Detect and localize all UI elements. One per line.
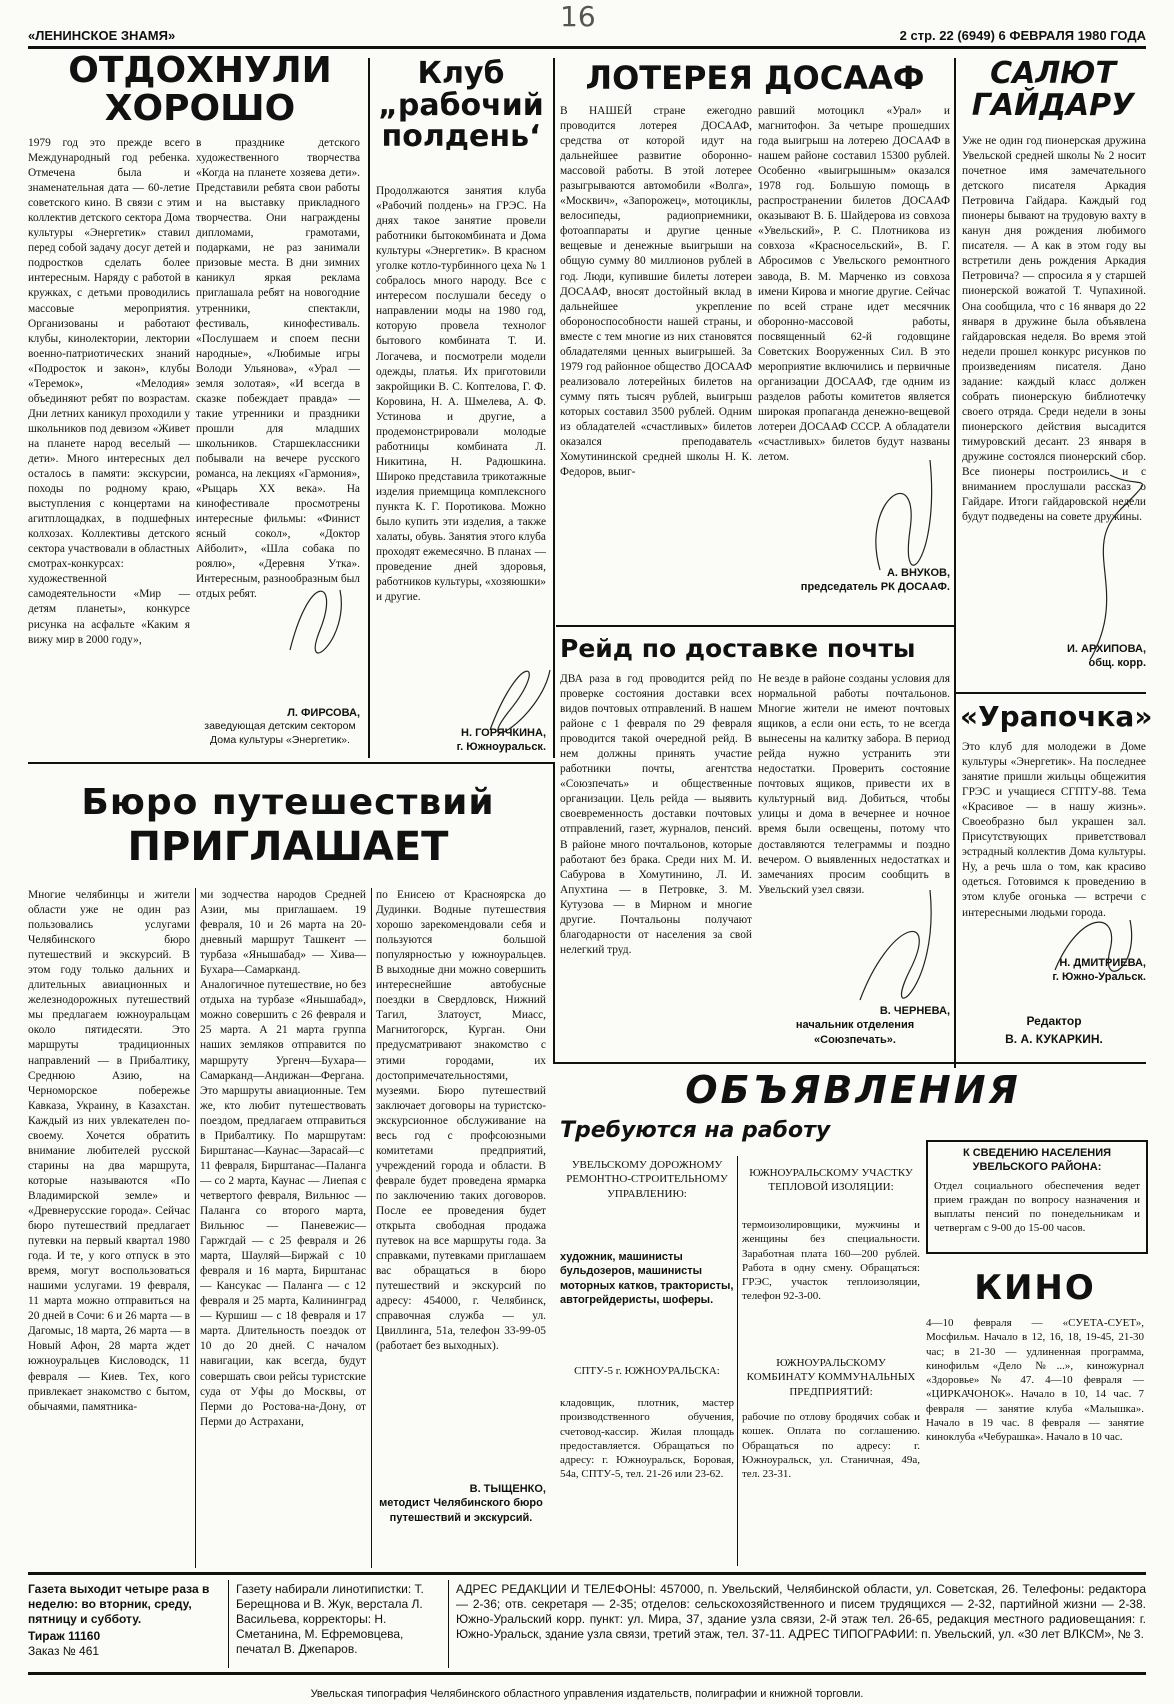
- footer-rule: [28, 1572, 1146, 1575]
- article-title: САЛЮТ ГАЙДАРУ: [971, 56, 1135, 123]
- article-signature: В. ТЫЩЕНКО, методист Челябинского бюро путешествий и экскурсий.: [379, 1483, 546, 1524]
- column-rule: [737, 1156, 738, 1566]
- section-rule: [553, 1062, 1146, 1064]
- pen-scribble: [480, 650, 560, 740]
- section-rule: [956, 692, 1146, 694]
- footer-rule: [28, 1672, 1146, 1675]
- ad-heading: ЮЖНОУРАЛЬСКОМУ КОМБИНАТУ КОММУНАЛЬНЫХ ПРЕДПРИЯТИЙ:: [746, 1357, 916, 1398]
- ads-title: ОБЪЯВЛЕНИЯ: [685, 1068, 1021, 1112]
- article-title: Бюро путешествий ПРИГЛАШАЕТ: [81, 782, 495, 870]
- section-rule: [28, 762, 554, 764]
- typesetters-credit: Газету набирали линотипистки: Т. Берещнова и В. Жук, верстала Л. Васильева, корректоры: Н. Сметанина, М. Ефремовцева, печатал В. Джепаров.: [236, 1582, 424, 1656]
- article-signature: Н. ДМИТРИЕВА, г. Южно-Уральск.: [1052, 957, 1146, 984]
- column-rule: [553, 762, 555, 1062]
- ad-heading: СПТУ-5 г. ЮЖНОУРАЛЬСКА:: [574, 1365, 720, 1377]
- pen-scribble: [860, 440, 950, 580]
- article-title: Клуб „рабочий полдень‘: [378, 56, 544, 154]
- column-rule: [371, 888, 372, 1568]
- publication-schedule: Газета выходит четыре раза в неделю: во вторник, среду, пятницу и субботу. Тираж 11160 Заказ № 461: [28, 1582, 210, 1658]
- notice-heading: К СВЕДЕНИЮ НАСЕЛЕНИЯ УВЕЛЬСКОГО РАЙОНА:: [962, 1147, 1112, 1174]
- ad-body: рабочие по отлову бродячих собак и кошек. Оплата по соглашению. Обращаться по адресу: г. Южноуральск, ул. Станичная, 49а, тел. 23-31.: [742, 1411, 920, 1481]
- ads-subtitle: Требуются на работу: [560, 1118, 831, 1143]
- printing-house-line: Увельская типография Челябинского областного управления издательств, полиграфии и книжной торговли.: [310, 1688, 864, 1700]
- notice-body: Отдел социального обеспечения ведет прием граждан по вопросу назначения и выплаты пенсий по понедельникам и четвергам с 9-00 до 15-00 часов.: [934, 1179, 1140, 1235]
- article-text: ми зодчества народов Средней Азии, мы приглашаем. 19 февраля, 10 и 26 марта на 20-дневный маршрут Ташкент — турбаза «Янышабад» — Хива—Бухара—Самарканд. Аналогичное путешествие, но без отдыха на турбазе «Янышабад», можно совершить с 26 февраля и 25 марта. А 21 марта группа наших земляков отправится по маршруту Ургенч—Бухара—Самарканд—Андижан—Фергана. Это маршруты авиационные. Тем же, кто любит путешествовать поездом, предлагаем отправиться в Прибалтику. По маршрутам: Бирштанас—Каунас—Зарасай—с 11 февраля, Бирштанас—Паланга — со 2 марта, Каунас — Лиепая с четвертого февраля, Вильнюс — Паланга со второго марта, Вильнюс — Паневежис—Гаржгдай — с 25 февраля и 26 марта, Шауляй—Биржай с 10 февраля и 16 марта, Бирштанас — Кансукас — Паланга — с 12 февраля и 25 марта, Калининград — Куршиш — с 18 февраля и 17 марта. Длительность поездок от 10 до 20 дней. С началом навигации, как всегда, будут совершать свои рейсы туристские суда от Уфы до Москвы, от Перми до Ростова-на-Дону, от Перми до Астрахани,: [200, 889, 366, 1428]
- editor-block: Редактор В. А. КУКАРКИН.: [1005, 1014, 1103, 1046]
- ad-heading: УВЕЛЬСКОМУ ДОРОЖНОМУ РЕМОНТНО-СТРОИТЕЛЬНОМУ УПРАВЛЕНИЮ:: [566, 1159, 728, 1200]
- handwritten-page-number: 16: [560, 0, 596, 33]
- masthead: [28, 24, 1146, 49]
- section-rule: [556, 625, 954, 627]
- editorial-address: АДРЕС РЕДАКЦИИ И ТЕЛЕФОНЫ: 457000, п. Увельский, Челябинской области, ул. Советская, 26. Телефоны: редактора — 2-36; отв. секретаря — 2-35; отделов: сельскохозяйственного и писем трудящихся — 2-32, партийной жизни — 2-38. Южно-Уральский корр. пункт: ул. Мира, 37, здание узла связи, 2-й этаж тел. 26-65, редакция местного радиовещания: г. Южно-Уральск, здание узла связи, третий этаж, тел. 37-11. АДРЕС ТИПОГРАФИИ: п. Увельский, ул. «30 лет ВЛКСМ», № 3.: [456, 1582, 1146, 1641]
- newspaper-name: «ЛЕНИНСКОЕ ЗНАМЯ»: [28, 28, 176, 43]
- column-rule: [448, 1580, 449, 1668]
- article-text: ДВА раза в год проводится рейд по проверке состояния доставки всех видов почтовых отправлений. В нашем районе с 1 февраля по 29 февраля проводится такой очередной рейд. В нем должны принять участие работники почты, агентства «Союзпечать» и общественные организации. Цель рейда — выявить своевременность доставки почтовых отправлений, газет, журналов, пенсий. В районе много почтальонов, которые работают без брака. Среди них М. И. Сабурова в Хомутинино, Л. И. Апухтина — в Петровке, З. М. Кутузова — в Мирном и многие другие. Почтальоны получают благодарности от населения за свой нелегкий труд.: [560, 673, 752, 956]
- article-signature: И. АРХИПОВА, общ. корр.: [1067, 643, 1146, 670]
- article-title: «Урапочка»: [960, 700, 1153, 733]
- ad-body: кладовщик, плотник, мастер производственного обучения, счетовод-кассир. Жилая площадь предоставляется. Обращаться по адресу: г. Южноуральск, Боровая, 54а, СПТУ-5, тел. 21-26 или 23-62.: [560, 1397, 734, 1481]
- article-text: Многие челябинцы и жители области уже не один раз пользовались услугами Челябинского бюро путешествий и экскурсий. В этом году только дальних и длительных авиационных и железнодорожных путешествий мы предлагаем южноуральцам около пятидесяти. Это маршруты традиционных направлений — в Прибалтику, Среднюю Азию, на Черноморское побережье Кавказа, Украину, в Казахстан. Каждый из них увлекателен по-своему. Хочется обратить внимание любителей русской старины на два маршрута, которые называются «По Владимирской земле» и «Древнерусские города». Сейчас бюро путешествий предлагает путевки на первый квартал 1980 года. И те, у кого отпуск в это время, могут воспользоваться нашими услугами. 19 февраля, 11 марта можно отправиться на 20 дней в Сочи: 6 и 26 марта — в Дагомыс, 18 марта, 26 марта — в Новый Афон, 28 марта ждет южноуральцев Кисловодск, 11 февраля — Киев. Тех, кого привлекает знакомство с бытом, обычаями, памятника-: [28, 889, 190, 1413]
- ad-body: художник, машинисты бульдозеров, машинисты моторных катков, трактористы, автогрейдеристы, шоферы.: [560, 1251, 734, 1306]
- pen-scribble: [1050, 900, 1146, 980]
- article-text: по Енисею от Красноярска до Дудинки. Водные путешествия хорошо зарекомендовали себя и пользуются большой популярностью у южноуральцев. В выходные дни можно совершить интереснейшие автобусные поездки в Свердловск, Нижний Тагил, Златоуст, Миасс, Магнитогорск, Курган. Они предусматривают знакомство с этими городами, их достопримечательностями, музеями. Бюро путешествий заключает договоры на туристско-экскурсионное обслуживание на весь год с профсоюзными комитетами предприятий, учреждений города и области. В феврале будет проведена ярмарка по заключению таких договоров. После ее проведения будет открыта свободная продажа путевок на все маршруты года. За справками, путевками приглашаем вас обращаться в бюро путешествий и экскурсий по адресу: 454000, г. Челябинск, справочная служба — ул. Цвиллинга, 51а, телефон 33-99-05 (работает без выходных).: [376, 889, 546, 1353]
- ad-heading: ЮЖНОУРАЛЬСКОМУ УЧАСТКУ ТЕПЛОВОЙ ИЗОЛЯЦИИ:: [749, 1167, 913, 1194]
- article-text: в празднике детского художественного творчества «Когда на планете хозяева дети». Представили ребята свои работы и на выставку прикладного творчества. Они награждены дипломами, грамотами, подарками, не раз занимали призовые места. В дни зимних каникул яркая реклама приглашала ребят на новогодние утренники, спектакли, фестиваль, кинофестиваль. «Послушаем и споем песни народные», «Любимые игры Володи Ульянова», «Урал — земля золотая», «И всегда в сказке побеждает правда» — такие утренники и праздники прошли для младших школьников. Старшеклассники побывали на вечере русского романса, на лекциях «Гармония», «Рыцарь XX века». На кинофестивале просмотрены интересные фильмы: «Финист ясный сокол», «Доктор Айболит», «Шла собака по роялю», «Деревня Утка». Интересным, разнообразным был отдых ребят.: [196, 137, 360, 601]
- notice-box: [926, 1140, 1148, 1254]
- column-rule: [954, 58, 956, 1068]
- article-signature: А. ВНУКОВ, председатель РК ДОСААФ.: [800, 567, 950, 594]
- article-title: ОТДОХНУЛИ ХОРОШО: [68, 50, 332, 129]
- article-title: ЛОТЕРЕЯ ДОСААФ: [585, 59, 925, 97]
- article-text: равший мотоцикл «Урал» и магнитофон. За четыре прошедших года выигрыш на лотерею ДОСААФ в нашем районе составил 15300 рублей. Особенно «выигрышным» оказался 1978 год. Большую помощь в распространении билетов ДОСААФ оказывают В. Б. Шайдерова из совхоза «Увельский», Р. С. Плотникова из совхоза «Красносельский», В. Г. Абросимов с Увельского ремонтного завода, В. М. Марченко из совхоза имени Кирова и многие другие. Сейчас по всей стране идет месячник оборонно-массовой работы, посвященный 62-й годовщине Советских Вооруженных Сил. В это мероприятие включились и первичные организации ДОСААФ, где одним из разделов работы комитетов является широкая пропаганда денежно-вещевой лотереи ДОСААФ СССР. А обладатели «счастливых» билетов будут названы летом.: [758, 105, 950, 464]
- kino-title: КИНО: [974, 1268, 1096, 1308]
- pen-scribble: [280, 560, 360, 660]
- article-signature: Н. ГОРЯЧКИНА, г. Южноуральск.: [456, 727, 546, 754]
- pen-scribble: [1080, 470, 1150, 670]
- article-signature: В. ЧЕРНЕВА, начальник отделения «Союзпечать».: [795, 1005, 950, 1046]
- article-text: Продолжаются занятия клуба «Рабочий полдень» на ГРЭС. На днях такое занятие провели работники бытокомбината и Дома культуры «Энергетик». В красном уголке котло-турбинного цеха № 1 собралось много народу. Все с интересом послушали беседу о направлении моды на 1980 год, которую провела технолог бытового комбината Т. И. Логачева, и посмотрели модели одежды, платья. Их приготовили закройщики В. С. Коптелова, Г. Ф. Коровина, Н. А. Шмелева, А. Ф. Устинова и другие, а продемонстрировали молодые работницы комбината Л. Никитина, Н. Радюшкина. Широко представила трикотажные изделия приемщица комплексного пункта К. Г. Поротикова. Можно было купить эти изделия, а также халаты, обувь. Занятия этого клуба проходят ежемесячно. В планах — проведение дней здоровья, работников культуры, «хозяюшки» и другие.: [376, 185, 546, 604]
- article-title: Рейд по доставке почты: [560, 634, 916, 663]
- ad-body: термоизолировщики, мужчины и женщины без специальности. Заработная плата 160—200 рублей. Работа в одну смену. Обращаться: ГРЭС, участок теплоизоляции, телефон 92-3-00.: [742, 1219, 920, 1303]
- pen-scribble: [850, 880, 950, 1010]
- kino-body: 4—10 февраля — «СУЕТА-СУЕТ», Мосфильм. Начало в 12, 16, 18, 19-45, 21-30 час; в 21-30 — удлиненная программа, кинофильм «Дело №...», киножурнал «Здоровье» № 47. 4—10 февраля — «ЦИРКАЧОНОК». Начало в 10, 14 час. 7 февраля — занятие клуба «Малышка». Начало в 19 час. 8 февраля — занятие киноклуба «Чебурашка». Начало в 10 час.: [926, 1317, 1144, 1444]
- article-text: В НАШЕЙ стране ежегодно проводится лотерея ДОСААФ, средства от которой идут на дальнейшее развитие оборонно-массовой работы. В этой лотерее разыгрываются автомобили «Волга», «Москвич», «Запорожец», мотоциклы, велосипеды, радиоприемники, фотоаппараты и другие ценные вещевые и денежные выигрыши на общую сумму 80 миллионов рублей в год. Люди, купившие билеты лотереи ДОСААФ, вносят достойный вклад в дальнейшее укрепление обороноспособности нашей страны, и вместе с тем многие из них становятся обладателями ценных выигрышей. За 1979 год районное общество ДОСААФ реализовало лотерейных билетов на сумму пять тысяч рублей, выигрыш которых составил 3500 рублей. Одним из обладателей «счастливых» билетов оказался преподаватель Хомутининской средней школы Н. К. Федоров, выиг-: [560, 105, 752, 479]
- article-text: 1979 год это прежде всего Международный год ребенка. Отмечена была и знаменательная дата — 60-летие советского кино. В связи с этим коллектив детского сектора Дома культуры «Энергетик» ставил перед собой задачу досуг детей и подростков сделать более интересным. Наряду с работой в кружках, с детьми проводились массовые мероприятия. Организованы и работают клубы, кинолектории, лектории военно-патриотических знаний «Подросток и закон», клубы «Теремок», «Мелодия» объединяют ребят по возрастам. Дни летних каникул проходили у школьников под девизом «Живет на планете народ веселый — дети». Много интересных дел осталось в памяти: экскурсии, походы по родному краю, выступления с концертами на агитплощадках, в подшефных колхозах. Коллективы детского сектора участвовали в областных смотрах-конкурсах: художественной самодеятельности «Мир — детям планеты», конкурсе рисунка на асфальте «Каким я вижу мир в 2000 году»,: [28, 137, 190, 646]
- column-rule: [368, 58, 370, 758]
- article-text: Это клуб для молодежи в Доме культуры «Энергетик». На последнее занятие пришли жильцы общежития ГРЭС и учащиеся СГПТУ-88. Тема «Красивое — в нашу жизнь». Своеобразно был украшен зал. Присутствующих приветствовал эстрадный коллектив Дома культуры. Ну, а речь шла о том, как красиво одеться. Готовимся к проведению в этом клубе огонька — встречи с интересными людьми города.: [962, 741, 1146, 919]
- article-text: Уже не один год пионерская дружина Увельской средней школы № 2 носит почетное имя замечательного детского писателя Аркадия Петровича Гайдара. Каждый год пионеры бывают на трудовую вахту в канун дня рождения любимого писателя. — А как в этом году вы встретили день рождения Аркадия Петровича? — спросила я у старшей пионерской вожатой Т. Чупахиной. Она сообщила, что с 16 января до 22 января в дружине была объявлена гайдаровская неделя. Во время этой недели прошел конкурс рисунков по произведениям писателя. Дано задание: каждый класс должен собрать пионерскую библиотечку своего отряда. Среди недели в зоны пионерского действия высадится тимуровский десант. 23 января в дружине состоялся пионерский сбор. Все пионеры построились и с вниманием прослушали рассказ о Гайдаре. Итоги гайдаровской недели будут подведены на совете дружины.: [962, 135, 1146, 524]
- column-rule: [228, 1580, 229, 1668]
- article-signature: Л. ФИРСОВА, заведующая детским сектором Дома культуры «Энергетик».: [204, 707, 360, 746]
- column-rule: [195, 888, 196, 1568]
- article-text: Не везде в районе созданы условия для нормальной работы почтальонов. Многие жители не имеют почтовых ящиков, а если они есть, то не всегда вынесены на калитку забора. В период рейда нужно устранить эти недостатки. Проверить состояние почтовых ящиков, привести их в культурный вид. Добиться, чтобы улицы и дома в вечернее и ночное время были освещены, потому что доставляются телеграммы и поздно вечером. О выявленных недостатках и замечаниях просим сообщить в Увельский узел связи.: [758, 673, 950, 896]
- issue-info: 2 стр. 22 (6949) 6 ФЕВРАЛЯ 1980 ГОДА: [899, 28, 1146, 43]
